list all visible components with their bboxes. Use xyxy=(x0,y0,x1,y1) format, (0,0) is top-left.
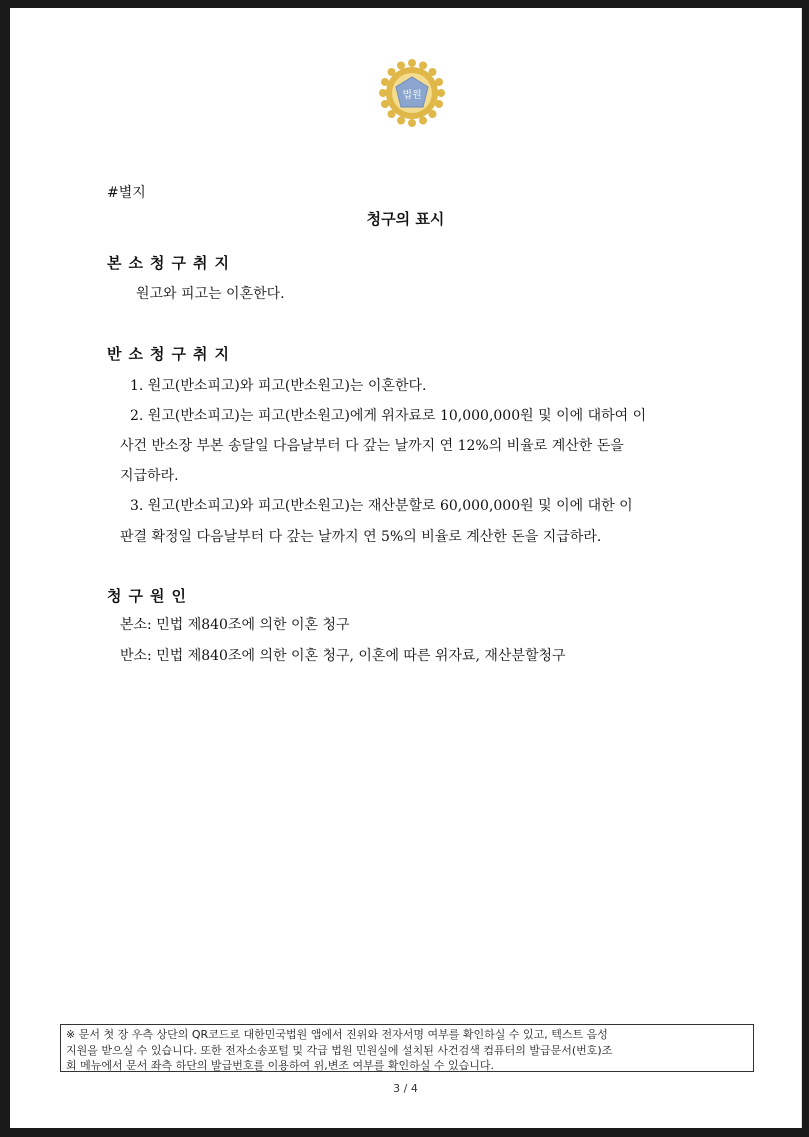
counter-claim-line: 판결 확정일 다음날부터 다 갚는 날까지 연 5%의 비율로 계산한 돈을 지급하라. xyxy=(120,529,602,545)
cause-line: 본소: 민법 제840조에 의한 이혼 청구 xyxy=(120,617,350,633)
notice-line: ※ 문서 첫 장 우측 상단의 QR코드로 대한민국법원 앱에서 진위와 전자서명 여부를 확인하실 수 있고, 텍스트 음성 xyxy=(66,1028,608,1041)
notice-line: 회 메뉴에서 문서 좌측 하단의 발급번호를 이용하여 위,변조 여부를 확인하실 수 있습니다. xyxy=(66,1059,494,1072)
attachment-tag: #별지 xyxy=(107,185,146,201)
notice-line: 지원을 받으실 수 있습니다. 또한 전자소송포털 및 각급 법원 민원실에 설치된 사건검색 컴퓨터의 발급문서(번호)조 xyxy=(66,1043,613,1057)
counter-claim-heading: 반소청구취지 xyxy=(107,345,236,363)
page-number: 3 / 4 xyxy=(393,1082,418,1095)
document-page xyxy=(10,8,802,1128)
counter-claim-line: 사건 반소장 부본 송달일 다음날부터 다 갚는 날까지 연 12%의 비율로 계산한 돈을 xyxy=(120,438,624,454)
verification-notice xyxy=(60,1024,754,1072)
counter-claim-line: 지급하라. xyxy=(120,468,179,484)
main-claim-line: 원고와 피고는 이혼한다. xyxy=(136,286,285,302)
page-title: 청구의 표시 xyxy=(366,210,445,228)
counter-claim-line: 3. 원고(반소피고)와 피고(반소원고)는 재산분할로 60,000,000원 및 이에 대한 이 xyxy=(130,498,633,514)
seal-text: 법원 xyxy=(402,90,422,101)
main-claim-heading: 본소청구취지 xyxy=(107,254,236,272)
counter-claim-line: 2. 원고(반소피고)는 피고(반소원고)에게 위자료로 10,000,000원 및 이에 대하여 이 xyxy=(130,408,647,424)
cause-heading: 청구원인 xyxy=(107,587,193,605)
cause-line: 반소: 민법 제840조에 의한 이혼 청구, 이혼에 따른 위자료, 재산분할청구 xyxy=(120,648,566,664)
counter-claim-line: 1. 원고(반소피고)와 피고(반소원고)는 이혼한다. xyxy=(130,378,427,394)
court-seal-icon xyxy=(376,57,448,129)
